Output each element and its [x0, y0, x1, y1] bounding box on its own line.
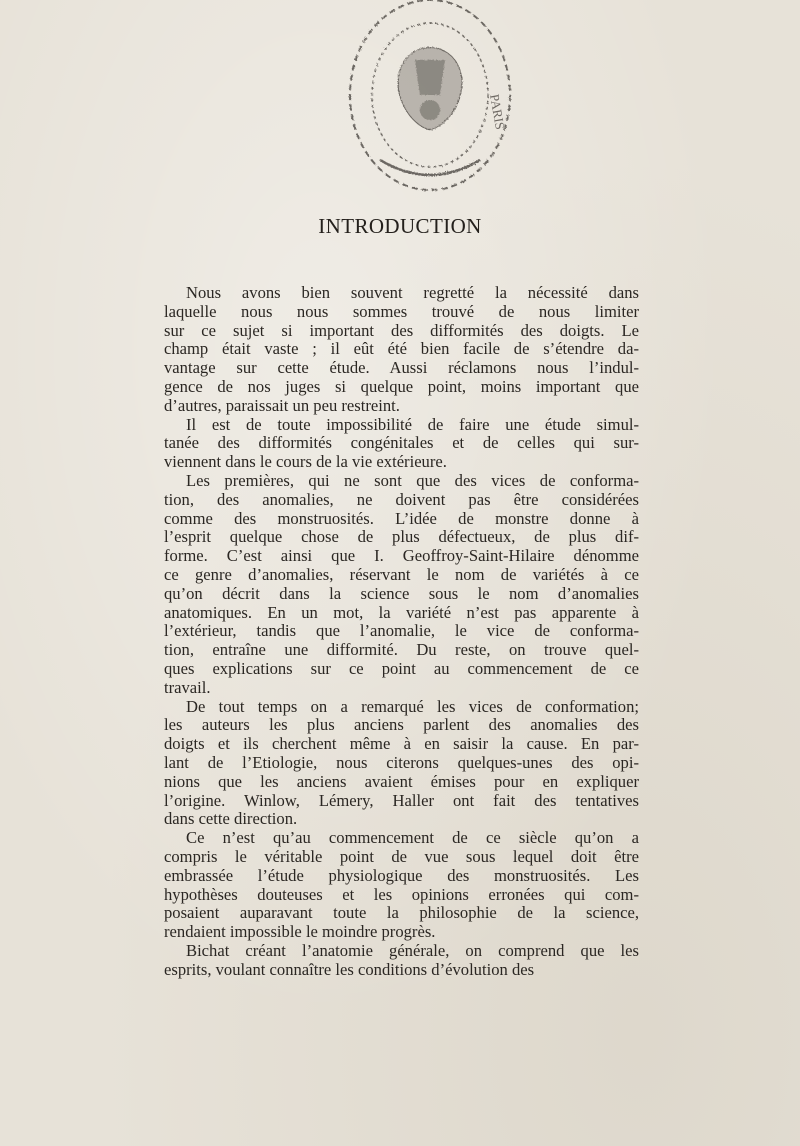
text-line: anatomiques. En un mot, la variété n’est pas apparente à: [164, 603, 639, 622]
text-line: viennent dans le cours de la vie extérieure.: [164, 453, 447, 472]
text-line: gence de nos juges si quelque point, moins important que: [164, 377, 639, 396]
text-line: d’autres, paraissait un peu restreint.: [164, 396, 400, 415]
text-line: l’esprit quelque chose de plus défectueux, de plus dif-: [164, 528, 639, 547]
text-line: esprits, voulant connaître les conditions d’évolution des: [164, 960, 535, 979]
text-line: l’origine. Winlow, Lémery, Haller ont fait des tentatives: [164, 791, 639, 810]
text-line: embrassée l’étude physiologique des monstruosités. Les: [164, 866, 639, 885]
text-line: doigts et ils cherchent même à en saisir la cause. En par-: [164, 735, 639, 754]
text-line: tion, entraîne une difformité. Du reste, on trouve quel-: [164, 641, 639, 660]
paragraph: [164, 472, 639, 698]
paragraph: [164, 942, 639, 980]
text-line: Bichat créant l’anatomie générale, on comprend que les: [186, 941, 639, 960]
text-line: champ était vaste ; il eût été bien facile de s’étendre da-: [164, 340, 639, 359]
text-line: les auteurs les plus anciens parlent des anomalies des: [164, 716, 639, 735]
text-line: tanée des difformités congénitales et de celles qui sur-: [164, 434, 639, 453]
svg-text:PARIS: PARIS: [487, 92, 509, 131]
text-line: hypothèses douteuses et les opinions erronées qui com-: [164, 885, 639, 904]
body-text: [164, 284, 639, 979]
text-line: posaient auparavant toute la philosophie de la science,: [164, 904, 639, 923]
paragraph: [164, 416, 639, 472]
text-line: ques explications sur ce point au commencement de ce: [164, 659, 639, 678]
text-line: De tout temps on a remarqué les vices de conformation;: [186, 697, 639, 716]
text-line: Il est de toute impossibilité de faire une étude simul-: [186, 415, 639, 434]
text-line: dans cette direction.: [164, 810, 298, 829]
page-title: INTRODUCTION: [318, 214, 482, 239]
text-line: tion, des anomalies, ne doivent pas être considérées: [164, 490, 639, 509]
text-line: comme des monstruosités. L’idée de monstre donne à: [164, 509, 639, 528]
text-line: compris le véritable point de vue sous lequel doit être: [164, 847, 639, 866]
stamp-seal-icon: [340, 0, 520, 205]
text-line: lant de l’Etiologie, nous citerons quelques-unes des opi-: [164, 753, 639, 772]
text-line: forme. C’est ainsi que I. Geoffroy-Saint-Hilaire dénomme: [164, 547, 639, 566]
text-line: ce genre d’anomalies, réservant le nom de variétés à ce: [164, 565, 639, 584]
text-line: sur ce sujet si important des difformités des doigts. Le: [164, 321, 639, 340]
paragraph: [164, 284, 639, 416]
text-line: qu’on décrit dans la science sous le nom d’anomalies: [164, 584, 639, 603]
text-line: Nous avons bien souvent regretté la nécessité dans: [186, 284, 639, 302]
text-line: l’extérieur, tandis que l’anomalie, le vice de conforma-: [164, 622, 639, 641]
text-line: rendaient impossible le moindre progrès.: [164, 923, 436, 942]
text-line: vantage sur cette étude. Aussi réclamons nous l’indul-: [164, 359, 639, 378]
text-line: travail.: [164, 678, 211, 697]
text-line: Les premières, qui ne sont que des vices de conforma-: [186, 471, 639, 490]
text-line: laquelle nous nous sommes trouvé de nous limiter: [164, 302, 639, 321]
paragraph: [164, 698, 639, 830]
text-line: nions que les anciens avaient émises pour en expliquer: [164, 772, 639, 791]
paragraph: [164, 829, 639, 942]
text-line: Ce n’est qu’au commencement de ce siècle qu’on a: [186, 829, 639, 848]
library-stamp: [340, 0, 520, 205]
